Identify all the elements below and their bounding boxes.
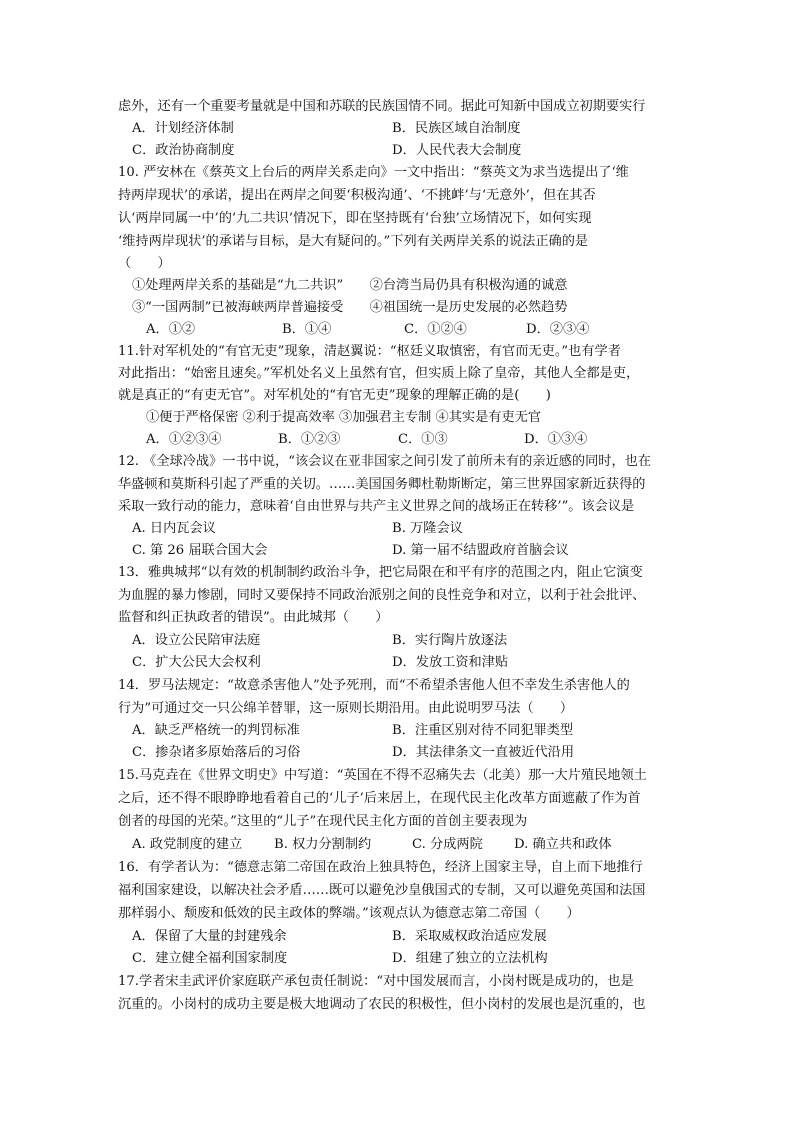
- q12-option-c: C. 第 26 届联合国大会: [132, 543, 268, 558]
- q13-stem-line: 为血腥的暴力惨剧，同时又要保持不同政治派别之间的良性竞争和对立，以利于社会批评、: [118, 588, 646, 603]
- q14-stem-line: 14．罗马法规定：“故意杀害他人”处予死刑，而“不希望杀害他人但不幸发生杀害他人的: [118, 678, 630, 693]
- q13-option-a: A．设立公民陪审法庭: [132, 633, 261, 648]
- q10-option-a: A．①②: [146, 322, 196, 337]
- q16-option-a: A．保留了大量的封建残余: [132, 929, 287, 944]
- q13-option-d: D．发放工资和津贴: [392, 655, 509, 670]
- q10-statement: ③“一国两制”已被海峡两岸普遍接受 ④祖国统一是历史发展的必然趋势: [132, 300, 568, 315]
- q11-statement: ①便于严格保密 ②利于提高效率 ③加强君主专制 ④其实是有吏无官: [146, 410, 542, 425]
- q16-option-c: C．建立健全福利国家制度: [132, 951, 288, 966]
- q9-option-b: B．民族区域自治制度: [392, 121, 521, 136]
- q12-option-a: A. 日内瓦会议: [132, 521, 216, 536]
- q10-stem-line: 持两岸现状’的承诺，提出在两岸之间要‘积极沟通’、‘不挑衅’与‘无意外’，但在其否: [118, 188, 596, 203]
- q9-option-c: C．政治协商制度: [132, 143, 235, 158]
- q14-option-a: A．缺乏严格统一的判罚标准: [132, 723, 300, 738]
- q10-option-b: B．①④: [282, 322, 332, 337]
- q11-option-c: C．①③: [398, 432, 448, 447]
- q11-stem-line: 就是真正的“有吏无官”。对军机处的“有官无吏”现象的理解正确的是( ): [118, 388, 551, 403]
- q10-statement: ①处理两岸关系的基础是“九二共识” ②台湾当局仍具有积极沟通的诚意: [132, 278, 568, 293]
- q14-option-b: B．注重区别对待不同犯罪类型: [392, 723, 574, 738]
- q12-option-b: B. 万隆会议: [392, 521, 463, 536]
- q10-stem-line: 认‘两岸同属一中’的‘九二共识’情况下，即在坚持既有‘台独’立场情况下，如何实现: [118, 211, 592, 226]
- text-line: 虑外，还有一个重要考量就是中国和苏联的民族国情不同。据此可知新中国成立初期要实行: [118, 99, 646, 114]
- q13-stem-line: 13．雅典城邦“以有效的机制制约政治斗争，把它局限在和平有序的范围之内，阻止它演变: [118, 565, 643, 580]
- q10-stem-line: ‘维持两岸现状’的承诺与目标，是大有疑问的。”下列有关两岸关系的说法正确的是: [118, 234, 589, 249]
- q10-stem-line: 10. 严安林在《蔡英文上台后的两岸关系走向》一文中指出：“蔡英文为求当选提出了‘维: [118, 165, 629, 180]
- q15-option-c: C. 分成两院: [412, 837, 483, 852]
- q13-option-b: B．实行陶片放逐法: [392, 633, 508, 648]
- q12-stem-line: 华盛顿和莫斯科引起了严重的关切。……美国国务卿杜勒斯断定，第三世界国家新近获得的: [118, 477, 646, 492]
- q9-option-a: A．计划经济体制: [132, 121, 234, 136]
- q16-stem-line: 福利国家建设，以解决社会矛盾……既可以避免沙皇俄国式的专制，又可以避免英国和法国: [118, 883, 646, 898]
- q13-stem-line: 监督和纠正执政者的错误”。由此城邦（ ）: [118, 610, 389, 625]
- q10-answer-paren: （ ）: [118, 256, 171, 271]
- q12-option-d: D. 第一届不结盟政府首脑会议: [392, 543, 569, 558]
- q15-option-d: D. 确立共和政体: [514, 837, 612, 852]
- q15-option-a: A. 政党制度的建立: [132, 837, 243, 852]
- q16-stem-line: 16．有学者认为：“德意志第二帝国在政治上独具特色，经济上国家主导，自上而下地推行: [118, 860, 643, 875]
- q17-stem-line: 沉重的。小岗村的成功主要是极大地调动了农民的积极性，但小岗村的发展也是沉重的，也: [118, 997, 646, 1012]
- q9-option-d: D．人民代表大会制度: [392, 143, 522, 158]
- q15-option-b: B. 权力分割制约: [274, 837, 372, 852]
- q11-option-a: A．①②③④: [146, 432, 222, 447]
- q15-stem-line: 15.马克垚在《世界文明史》中写道：“英国在不得不忍痛失去（北美）那一大片殖民地领土: [118, 768, 647, 783]
- q16-option-d: D．组建了独立的立法机构: [392, 951, 548, 966]
- q15-stem-line: 之后，还不得不眼睁睁地看着自己的‘儿子’后来居上，在现代民主化改革方面遮蔽了作为首: [118, 791, 641, 806]
- q13-option-c: C．扩大公民大会权利: [132, 655, 261, 670]
- q14-stem-line: 行为”可通过交一只公绵羊替罪，这一原则长期沿用。由此说明罗马法（ ）: [118, 701, 574, 716]
- q10-option-c: C．①②④: [404, 322, 467, 337]
- q11-option-b: B．①②③: [278, 432, 341, 447]
- q14-option-d: D．其法律条文一直被近代沿用: [392, 745, 575, 760]
- q12-stem-line: 12. 《全球冷战》一书中说，“该会议在亚非国家之间引发了前所未有的亲近感的同时，也在: [118, 454, 652, 469]
- q11-stem-line: 对此指出：“始密且速矣。”军机处名义上虽然有官，但实质上除了皇帝，其他人全都是吏，: [118, 366, 640, 381]
- q11-option-d: D．①③④: [524, 432, 588, 447]
- q16-option-b: B．采取威权政治适应发展: [392, 929, 547, 944]
- q17-stem-line: 17.学者宋圭武评价家庭联产承包责任制说：“对中国发展而言，小岗村既是成功的，也是: [118, 974, 634, 989]
- q12-stem-line: 采取一致行动的能力，意味着‘自由世界与共产主义世界之间的战场正在转移’”。该会议是: [118, 499, 635, 514]
- q15-stem-line: 创者的母国的光荣。”这里的“儿子”在现代民主化方面的首创主要表现为: [118, 814, 528, 829]
- q11-stem-line: 11.针对军机处的“有官无吏”现象，清赵翼说：“枢廷义取慎密，有官而无吏。”也有学者: [118, 344, 621, 359]
- q16-stem-line: 那样弱小、颓废和低效的民主政体的弊端。”该观点认为德意志第二帝国（ ）: [118, 906, 580, 921]
- q14-option-c: C．掺杂诸多原始落后的习俗: [132, 745, 301, 760]
- q10-option-d: D．②③④: [526, 322, 590, 337]
